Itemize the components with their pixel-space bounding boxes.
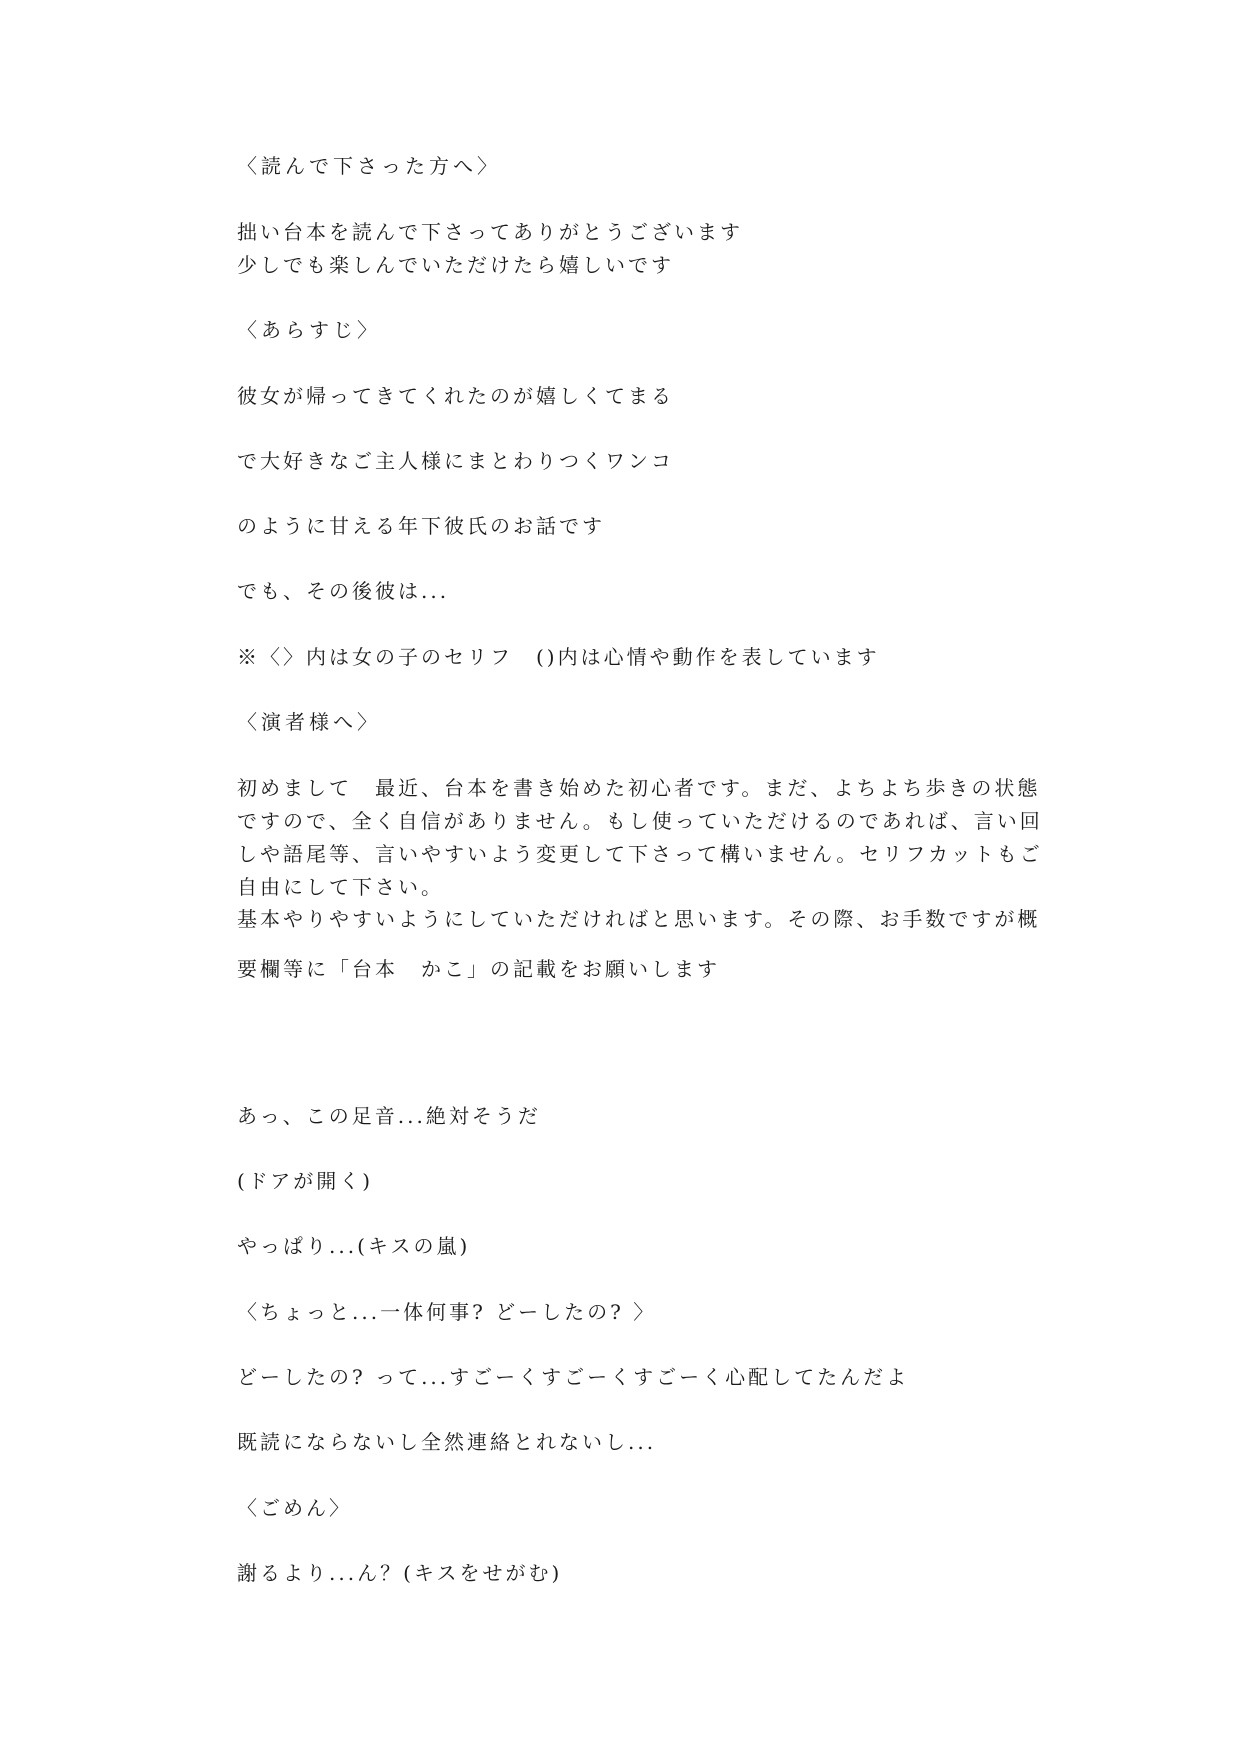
performers-line: 自由にして下さい。 (237, 875, 444, 899)
intro-line: 拙い台本を読んで下さってありがとうございます (237, 220, 743, 244)
synopsis-note: ※〈〉内は女の子のセリフ ()内は心情や動作を表しています (237, 645, 880, 669)
synopsis-line: で大好きなご主人様にまとわりつくワンコ (237, 449, 674, 473)
synopsis-heading: 〈あらすじ〉 (237, 318, 381, 342)
female-line: 〈ごめん〉 (237, 1496, 352, 1520)
synopsis-line: でも、その後彼は... (237, 579, 450, 603)
female-line: 〈ちょっと...一体何事? どーしたの? 〉 (237, 1300, 657, 1324)
script-line: 謝るより...ん？(キスをせがむ) (237, 1561, 563, 1585)
intro-heading: 〈読んで下さった方へ〉 (237, 154, 501, 178)
script-line: あっ、この足音...絶対そうだ (237, 1104, 541, 1128)
script-line: 既読にならないし全然連絡とれないし... (237, 1430, 657, 1454)
performers-line: 初めまして 最近、台本を書き始めた初心者です。まだ、よちよち歩きの状態 (237, 776, 1041, 800)
performers-line: 要欄等に「台本 かこ」の記載をお願いします (237, 957, 720, 981)
performers-line: しや語尾等、言いやすいよう変更して下さって構いません。セリフカットもご (237, 842, 1043, 866)
performers-line: ですので、全く自信がありません。もし使っていただけるのであれば、言い回 (237, 809, 1043, 833)
script-line: どーしたの? って...すごーくすごーくすごーく心配してたんだよ (237, 1365, 910, 1389)
synopsis-line: 彼女が帰ってきてくれたのが嬉しくてまる (237, 384, 674, 408)
performers-line: 基本やりやすいようにしていただければと思います。その際、お手数ですが概 (237, 907, 1041, 931)
stage-direction: (ドアが開く) (237, 1169, 374, 1193)
intro-line: 少しでも楽しんでいただけたら嬉しいです (237, 253, 674, 277)
script-line: やっぱり...(キスの嵐) (237, 1234, 471, 1258)
performers-heading: 〈演者様へ〉 (237, 710, 381, 734)
synopsis-line: のように甘える年下彼氏のお話です (237, 514, 605, 538)
